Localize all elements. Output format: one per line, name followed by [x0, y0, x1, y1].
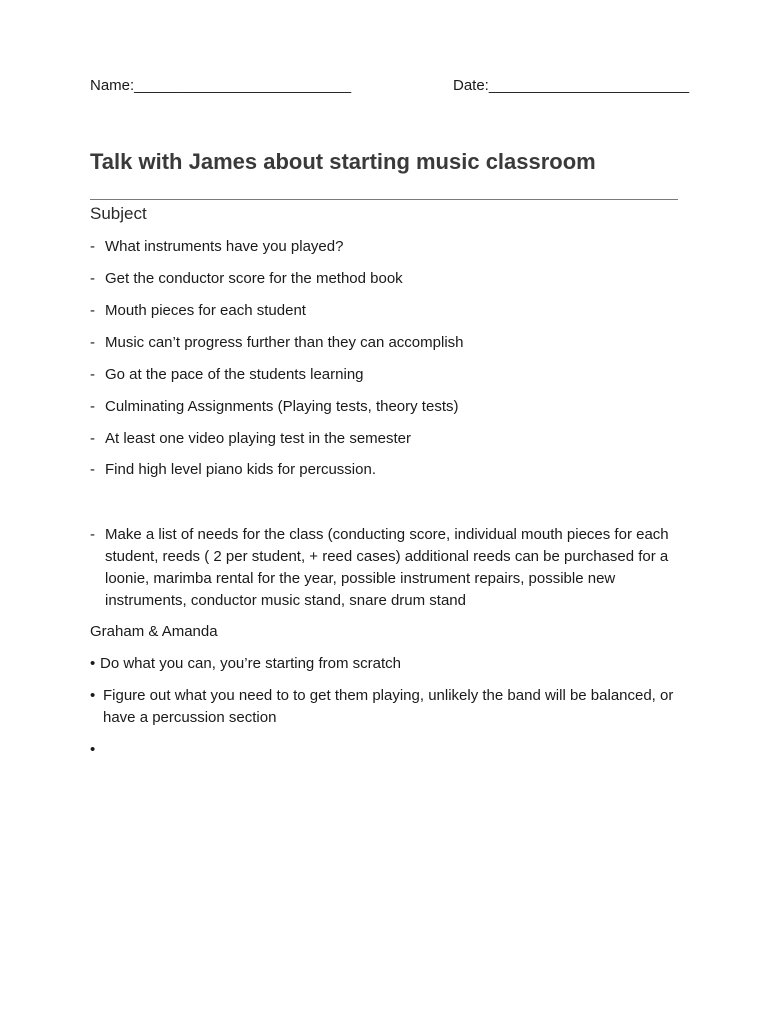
section-heading-graham-amanda: Graham & Amanda [90, 623, 218, 640]
list-item [90, 396, 680, 418]
bullet-marker: • [90, 741, 96, 758]
list-item-text: What instruments have you played? [105, 238, 344, 255]
bullet-item-text: Do what you can, you’re starting from scratch [100, 655, 401, 672]
needs-list-text: Make a list of needs for the class (conducting score, individual mouth pieces for each student, reeds ( 2 per student, + reed cases) additional reeds can be purchased for a loonie, marimba rental for the year, possible instrument repairs, possible new instruments, conductor music stand, snare drum stand [105, 526, 669, 609]
list-item-text: Mouth pieces for each student [105, 302, 306, 319]
list-item [90, 459, 680, 481]
list-item-text: Music can’t progress further than they can accomplish [105, 334, 464, 351]
list-item-text: Go at the pace of the students learning [105, 366, 364, 383]
dash-marker: - [90, 461, 95, 478]
dash-marker: - [90, 430, 95, 447]
list-item [90, 300, 680, 322]
list-item [90, 364, 680, 386]
bullet-marker: • [90, 687, 96, 704]
list-item [90, 268, 680, 290]
list-item [90, 428, 680, 450]
date-field-label: Date:________________________ [453, 77, 690, 94]
bullet-item [90, 653, 680, 675]
list-item-text: Find high level piano kids for percussion. [105, 461, 376, 478]
list-item-text: Culminating Assignments (Playing tests, theory tests) [105, 398, 459, 415]
list-item-text: Get the conductor score for the method book [105, 270, 403, 287]
subject-heading: Subject [90, 204, 147, 223]
dash-marker: - [90, 302, 95, 319]
bullet-item [90, 685, 680, 729]
page-title: Talk with James about starting music classroom [90, 149, 596, 174]
dash-marker: - [90, 270, 95, 287]
dash-marker: - [90, 366, 95, 383]
dash-marker: - [90, 398, 95, 415]
dash-marker: - [90, 526, 95, 543]
dash-marker: - [90, 238, 95, 255]
name-field-label: Name:__________________________ [90, 77, 352, 94]
list-item [90, 332, 680, 354]
dash-marker: - [90, 334, 95, 351]
bullet-marker: • [90, 655, 96, 672]
list-item-text: At least one video playing test in the semester [105, 430, 412, 447]
title-divider [90, 199, 678, 200]
list-item [90, 236, 680, 258]
needs-list-item [90, 524, 680, 612]
bullet-item-text: Figure out what you need to to get them playing, unlikely the band will be balanced, or have a percussion section [103, 687, 674, 726]
